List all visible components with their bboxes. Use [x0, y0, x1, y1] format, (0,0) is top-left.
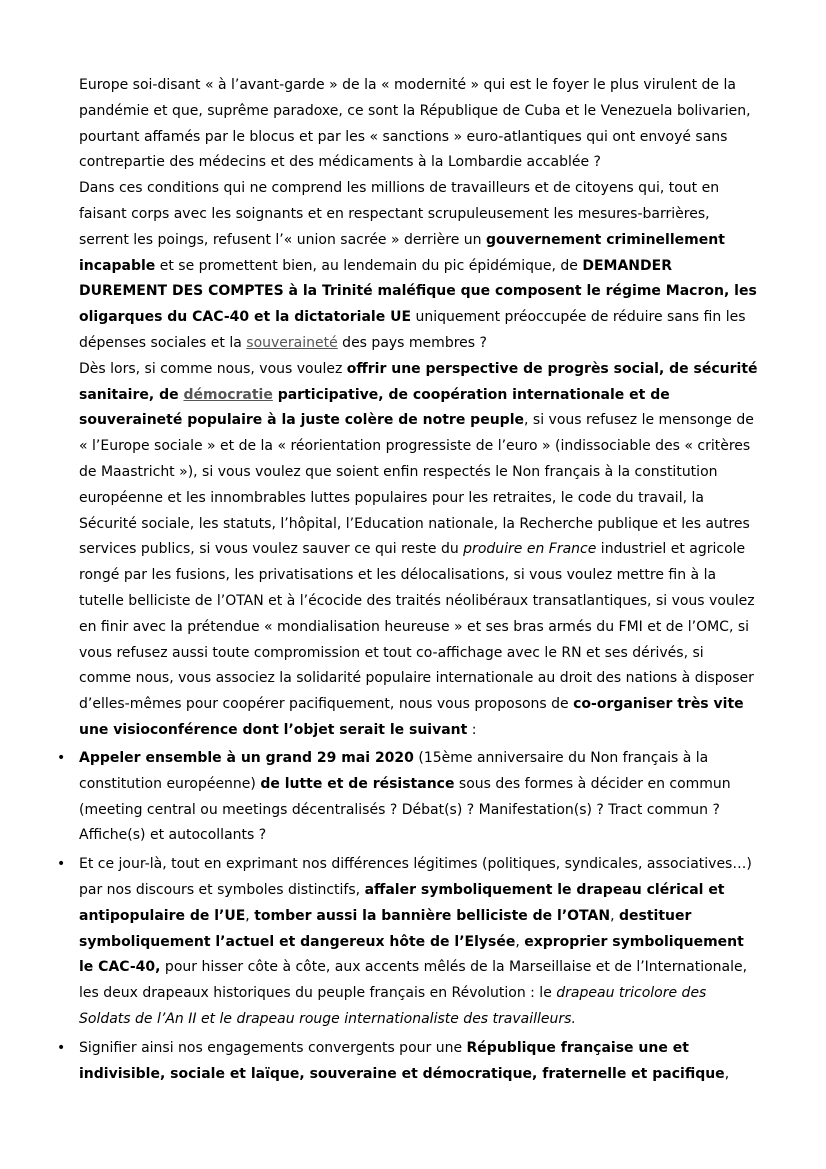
bold-text: République française une et indivisible, sociale et laïque, souveraine et démocratique, fraternelle et pacifique: [79, 1039, 725, 1082]
bullet-list: [0, 746, 826, 1090]
bold-text: de lutte et de résistance: [260, 775, 455, 792]
italic-text: drapeau tricolore des Soldats de l’An II et le drapeau rouge internationaliste des travailleurs.: [79, 985, 707, 1027]
bullet-icon: •: [57, 1039, 66, 1056]
body-text: [79, 73, 759, 744]
bold-text: destituer symboliquement l’actuel et dangereux hôte de l’Elysée: [79, 907, 692, 950]
text-run: Europe soi-disant « à l’avant-garde » de la « modernité » qui est le foyer le plus virulent de la pandémie et que, suprême paradoxe, ce sont la République de Cuba et le Venezuela bolivarien, pourtant affamés par le blocus et par les « sanctions » euro-atlantiques qui ont envoyé sans contrepartie des médecins et des médicaments à la Lombardie accablée ?: [79, 77, 751, 171]
text-run: uniquement préoccupée de réduire sans fin les dépenses sociales et la: [79, 309, 746, 351]
bullet-icon: •: [57, 856, 66, 873]
text-run: pour hisser côte à côte, aux accents mêlés de la Marseillaise et de l’Internationale, les deux drapeaux historiques du peuple français en Révolution : le: [79, 959, 748, 1002]
text-run: (15ème anniversaire du Non français à la constitution européenne): [79, 750, 709, 792]
italic-text: produire en France: [463, 541, 597, 558]
text-run: ,: [515, 933, 525, 950]
paragraph: [79, 73, 759, 176]
text-run: , si vous refusez le mensonge de « l’Europe sociale » et de la « réorientation progressiste de l’euro » (indissociable des « critères de Maastricht »), si vous voulez que soient enfin respectés le Non français à la constitution européenne et les innombrables luttes populaires pour les retraites, le code du travail, la Sécurité sociale, les statuts, l’hôpital, l’Education nationale, la Recherche publique et les autres services publics, si vous voulez sauver ce qui reste du: [79, 412, 754, 558]
paragraph: [79, 357, 759, 744]
list-item: [0, 852, 759, 1033]
text-run: :: [467, 721, 477, 738]
bold-text: gouvernement criminellement incapable: [79, 231, 725, 274]
text-run: ,: [245, 907, 255, 924]
text-run: Dans ces conditions qui ne comprend les millions de travailleurs et de citoyens qui, tout en faisant corps avec les soignants et en respectant scrupuleusement les mesures-barrières, serrent les poings, refusent l’« union sacrée » derrière un: [79, 180, 720, 248]
inline-link[interactable]: souveraineté: [246, 334, 338, 351]
bold-text: DEMANDER DUREMENT DES COMPTES à la Trinité maléfique que composent le régime Macron, les oligarques du CAC-40 et la dictatoriale UE: [79, 257, 757, 326]
text-run: et se promettent bien, au lendemain du pic épidémique, de: [155, 257, 583, 274]
text-run: sous des formes à décider en commun (meeting central ou meetings décentralisés ? Débat(s) ? Manifestation(s) ? Tract commun ? Affiche(s) et autocollants ?: [79, 775, 731, 844]
text-run: ,: [610, 907, 619, 924]
bold-text: affaler symboliquement le drapeau clérical et antipopulaire de l’UE: [79, 881, 725, 924]
bold-text: Appeler ensemble à un grand 29 mai 2020: [79, 750, 414, 766]
bold-text: participative, de coopération internationale et de souveraineté populaire à la juste colère de notre peuple: [79, 386, 670, 429]
paragraph: [79, 176, 759, 357]
text-run: Dès lors, si comme nous, vous voulez: [79, 360, 347, 377]
text-run: Signifier ainsi nos engagements convergents pour une: [79, 1039, 467, 1056]
list-item: [0, 746, 759, 849]
bold-text: offrir une perspective de progrès social, de sécurité sanitaire, de: [79, 360, 758, 403]
text-run: des pays membres ?: [337, 334, 487, 351]
text-run: Et ce jour-là, tout en exprimant nos différences légitimes (politiques, syndicales, associatives…) par nos discours et symboles distinctifs,: [79, 856, 752, 898]
bold-text: tomber aussi la bannière belliciste de l’OTAN: [254, 907, 611, 924]
text-run: ,: [724, 1065, 730, 1082]
bold-text: co-organiser très vite une visioconférence dont l’objet serait le suivant: [79, 696, 744, 738]
text-run: industriel et agricole rongé par les fusions, les privatisations et les délocalisations, si vous voulez mettre fin à la tutelle belliciste de l’OTAN et à l’écocide des traités néolibéraux transatlantiques, si vous voulez en finir avec la prétendue « mondialisation heureuse » et ses bras armés du FMI et de l’OMC, si vous refusez aussi toute compromission et tout co-affichage avec le RN et ses dérivés, si comme nous, vous associez la solidarité populaire internationale au droit des nations à disposer d’elles-mêmes pour coopérer pacifiquement, nous vous proposons de: [79, 541, 755, 713]
bullet-icon: •: [57, 750, 66, 766]
inline-link[interactable]: démocratie: [183, 386, 273, 403]
bold-text: exproprier symboliquement le CAC-40,: [79, 933, 744, 976]
list-item: [0, 1036, 759, 1088]
